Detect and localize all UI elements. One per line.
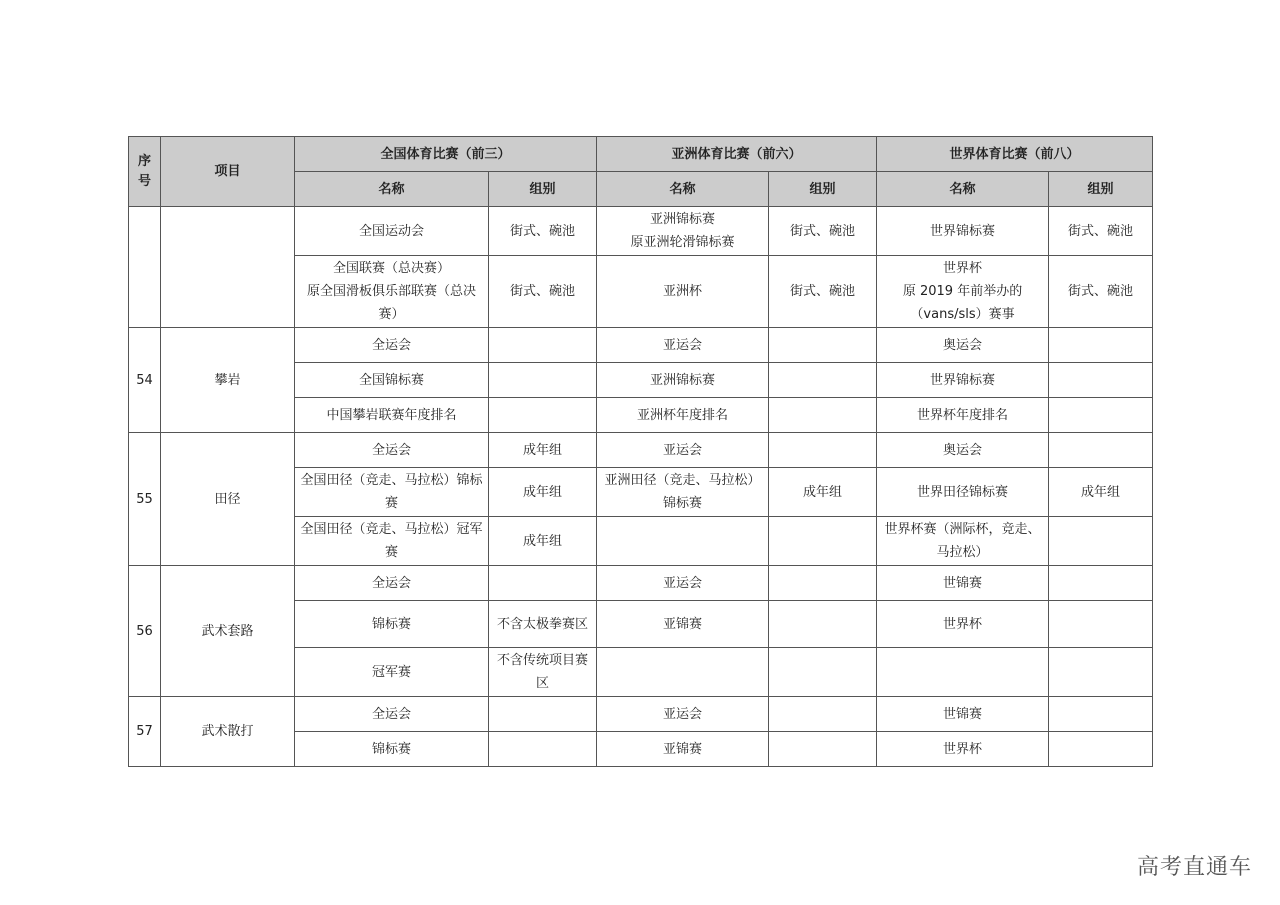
cell-national-group: 成年组 (489, 433, 597, 468)
cell-national-name: 中国攀岩联赛年度排名 (295, 398, 489, 433)
cell-national-group: 不含传统项目赛区 (489, 648, 597, 697)
cell-world-group (1049, 433, 1153, 468)
watermark: 高考直通车 (1136, 855, 1252, 880)
table-body (129, 207, 1153, 767)
cell-event: 攀岩 (161, 328, 295, 433)
cell-national-group: 街式、碗池 (489, 256, 597, 328)
cell-asia-group (769, 517, 877, 566)
cell-event: 武术套路 (161, 566, 295, 697)
cell-asia-name (597, 517, 769, 566)
cell-asia-name: 亚锦赛 (597, 601, 769, 648)
cell-asia-group: 成年组 (769, 468, 877, 517)
cell-world-group: 街式、碗池 (1049, 207, 1153, 256)
cell-world-group (1049, 732, 1153, 767)
cell-world-name: 世界杯 (877, 732, 1049, 767)
header-asia-name: 名称 (597, 172, 769, 207)
cell-world-name: 奥运会 (877, 328, 1049, 363)
cell-asia-group (769, 363, 877, 398)
cell-seq (129, 207, 161, 328)
cell-world-group (1049, 398, 1153, 433)
cell-world-group (1049, 363, 1153, 398)
cell-national-name: 全国田径（竞走、马拉松）锦标赛 (295, 468, 489, 517)
cell-asia-name: 亚洲杯年度排名 (597, 398, 769, 433)
table-row (129, 697, 1153, 732)
cell-national-name: 全国锦标赛 (295, 363, 489, 398)
header-national-group: 组别 (489, 172, 597, 207)
cell-national-name: 全运会 (295, 566, 489, 601)
cell-asia-group (769, 648, 877, 697)
table-row (129, 566, 1153, 601)
header-asia: 亚洲体育比赛（前六） (597, 137, 877, 172)
cell-asia-name: 亚洲锦标赛 原亚洲轮滑锦标赛 (597, 207, 769, 256)
cell-national-name: 全国田径（竞走、马拉松）冠军赛 (295, 517, 489, 566)
cell-national-group: 街式、碗池 (489, 207, 597, 256)
cell-asia-name (597, 648, 769, 697)
cell-world-name: 世界锦标赛 (877, 363, 1049, 398)
cell-event: 武术散打 (161, 697, 295, 767)
cell-asia-group (769, 566, 877, 601)
cell-world-group (1049, 697, 1153, 732)
cell-world-name (877, 648, 1049, 697)
cell-asia-group (769, 398, 877, 433)
cell-national-group: 不含太极拳赛区 (489, 601, 597, 648)
cell-world-name: 世锦赛 (877, 566, 1049, 601)
header-national-name: 名称 (295, 172, 489, 207)
cell-world-name: 世锦赛 (877, 697, 1049, 732)
cell-asia-name: 亚洲锦标赛 (597, 363, 769, 398)
cell-asia-name: 亚运会 (597, 697, 769, 732)
cell-world-name: 奥运会 (877, 433, 1049, 468)
cell-national-group (489, 732, 597, 767)
cell-world-name: 世界杯 (877, 601, 1049, 648)
header-asia-group: 组别 (769, 172, 877, 207)
cell-asia-name: 亚洲杯 (597, 256, 769, 328)
cell-world-group (1049, 601, 1153, 648)
cell-asia-group: 街式、碗池 (769, 256, 877, 328)
cell-world-group: 成年组 (1049, 468, 1153, 517)
cell-national-name: 全国运动会 (295, 207, 489, 256)
cell-asia-name: 亚锦赛 (597, 732, 769, 767)
cell-world-name: 世界杯赛（洲际杯，竞走、马拉松） (877, 517, 1049, 566)
cell-asia-group (769, 697, 877, 732)
cell-world-group (1049, 517, 1153, 566)
cell-asia-group (769, 328, 877, 363)
header-world-group: 组别 (1049, 172, 1153, 207)
table-row (129, 207, 1153, 256)
cell-seq: 54 (129, 328, 161, 433)
cell-world-group: 街式、碗池 (1049, 256, 1153, 328)
cell-world-name: 世界杯年度排名 (877, 398, 1049, 433)
header-national: 全国体育比赛（前三） (295, 137, 597, 172)
cell-seq: 56 (129, 566, 161, 697)
cell-asia-group: 街式、碗池 (769, 207, 877, 256)
cell-world-group (1049, 648, 1153, 697)
cell-world-name: 世界锦标赛 (877, 207, 1049, 256)
cell-asia-group (769, 732, 877, 767)
cell-national-group (489, 363, 597, 398)
cell-event (161, 207, 295, 328)
cell-national-group (489, 398, 597, 433)
cell-world-group (1049, 328, 1153, 363)
header-world: 世界体育比赛（前八） (877, 137, 1153, 172)
cell-asia-group (769, 601, 877, 648)
cell-national-group (489, 697, 597, 732)
cell-seq: 55 (129, 433, 161, 566)
table-row (129, 433, 1153, 468)
cell-national-name: 冠军赛 (295, 648, 489, 697)
cell-national-name: 锦标赛 (295, 601, 489, 648)
cell-world-group (1049, 566, 1153, 601)
header-event: 项目 (161, 137, 295, 207)
header-world-name: 名称 (877, 172, 1049, 207)
cell-national-name: 全国联赛（总决赛） 原全国滑板俱乐部联赛（总决赛） (295, 256, 489, 328)
cell-seq: 57 (129, 697, 161, 767)
cell-national-group (489, 566, 597, 601)
cell-world-name: 世界杯 原 2019 年前举办的 （vans/sls）赛事 (877, 256, 1049, 328)
cell-asia-name: 亚运会 (597, 566, 769, 601)
table-row (129, 328, 1153, 363)
cell-national-name: 全运会 (295, 433, 489, 468)
cell-national-group: 成年组 (489, 468, 597, 517)
cell-asia-group (769, 433, 877, 468)
cell-national-name: 全运会 (295, 697, 489, 732)
cell-national-name: 锦标赛 (295, 732, 489, 767)
cell-national-group: 成年组 (489, 517, 597, 566)
cell-national-name: 全运会 (295, 328, 489, 363)
cell-asia-name: 亚运会 (597, 433, 769, 468)
competition-table (128, 136, 1153, 767)
cell-world-name: 世界田径锦标赛 (877, 468, 1049, 517)
cell-asia-name: 亚洲田径（竞走、马拉松）锦标赛 (597, 468, 769, 517)
cell-asia-name: 亚运会 (597, 328, 769, 363)
header-seq: 序号 (129, 137, 161, 207)
table-header (129, 137, 1153, 207)
cell-event: 田径 (161, 433, 295, 566)
cell-national-group (489, 328, 597, 363)
